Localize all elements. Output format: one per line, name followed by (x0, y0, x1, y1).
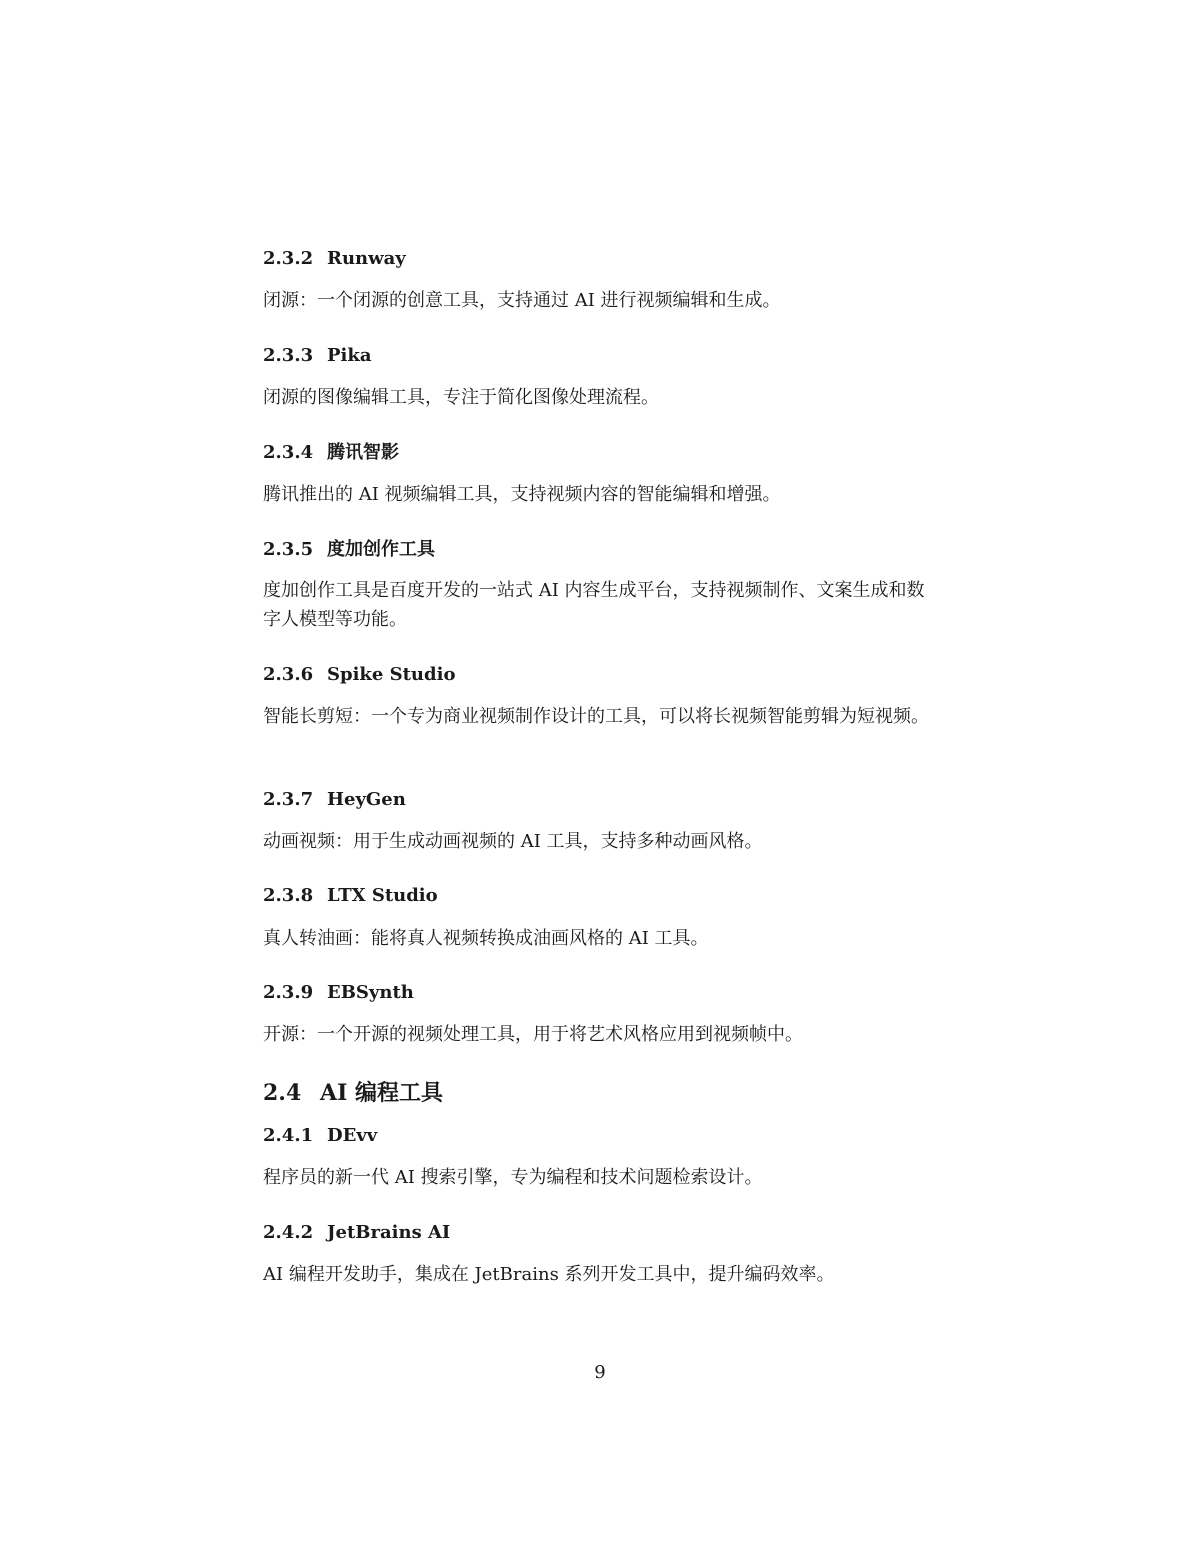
subsection-heading-heygen (263, 789, 406, 811)
subsection-number: 2.4.1 (263, 1125, 314, 1146)
section-number: 2.4 (263, 1080, 302, 1106)
paragraph-pika: 闭源的图像编辑工具，专注于简化图像处理流程。 (263, 387, 659, 408)
subsection-heading-ltx-studio (263, 885, 438, 907)
paragraph-dujia: 度加创作工具是百度开发的一站式 AI 内容生成平台，支持视频制作、文案生成和数字人模型等功能。 (263, 580, 925, 630)
subsection-heading-jetbrains-ai (263, 1222, 450, 1244)
subsection-number: 2.3.6 (263, 664, 314, 685)
paragraph-tencent-zhiying: 腾讯推出的 AI 视频编辑工具，支持视频内容的智能编辑和增强。 (263, 484, 781, 505)
subsection-title: JetBrains AI (327, 1222, 451, 1243)
subsection-heading-devv (263, 1125, 377, 1147)
paragraph-devv: 程序员的新一代 AI 搜索引擎，专为编程和技术问题检索设计。 (263, 1167, 763, 1188)
subsection-number: 2.3.9 (263, 982, 314, 1003)
subsection-heading-runway (263, 248, 406, 270)
paragraph-ltx-studio: 真人转油画：能将真人视频转换成油画风格的 AI 工具。 (263, 928, 709, 949)
subsection-number: 2.4.2 (263, 1222, 314, 1243)
subsection-title: 度加创作工具 (327, 539, 435, 560)
section-heading-ai-programming (263, 1079, 443, 1107)
subsection-title: Runway (327, 248, 406, 269)
page-content (263, 0, 943, 1555)
subsection-heading-ebsynth (263, 982, 414, 1004)
subsection-title: EBSynth (327, 982, 414, 1003)
subsection-title: HeyGen (327, 789, 406, 810)
subsection-number: 2.3.2 (263, 248, 314, 269)
subsection-heading-tencent-zhiying (263, 442, 399, 464)
subsection-number: 2.3.8 (263, 885, 314, 906)
subsection-title: Pika (327, 345, 372, 366)
subsection-number: 2.3.4 (263, 442, 314, 463)
paragraph-spike-studio: 智能长剪短：一个专为商业视频制作设计的工具，可以将长视频智能剪辑为短视频。 (263, 706, 929, 727)
subsection-heading-spike-studio (263, 664, 455, 686)
paragraph-ebsynth: 开源：一个开源的视频处理工具，用于将艺术风格应用到视频帧中。 (263, 1024, 803, 1045)
subsection-title: 腾讯智影 (327, 442, 399, 463)
paragraph-jetbrains-ai: AI 编程开发助手，集成在 JetBrains 系列开发工具中，提升编码效率。 (263, 1264, 835, 1285)
subsection-title: Spike Studio (327, 664, 456, 685)
subsection-heading-pika (263, 345, 372, 367)
section-title: AI 编程工具 (320, 1080, 444, 1106)
subsection-number: 2.3.5 (263, 539, 314, 560)
page-number: 9 (594, 1362, 606, 1383)
subsection-title: DEvv (327, 1125, 378, 1146)
subsection-number: 2.3.7 (263, 789, 314, 810)
subsection-title: LTX Studio (327, 885, 438, 906)
subsection-number: 2.3.3 (263, 345, 314, 366)
subsection-heading-dujia (263, 539, 435, 561)
paragraph-runway: 闭源：一个闭源的创意工具，支持通过 AI 进行视频编辑和生成。 (263, 290, 781, 311)
paragraph-heygen: 动画视频：用于生成动画视频的 AI 工具，支持多种动画风格。 (263, 831, 763, 852)
